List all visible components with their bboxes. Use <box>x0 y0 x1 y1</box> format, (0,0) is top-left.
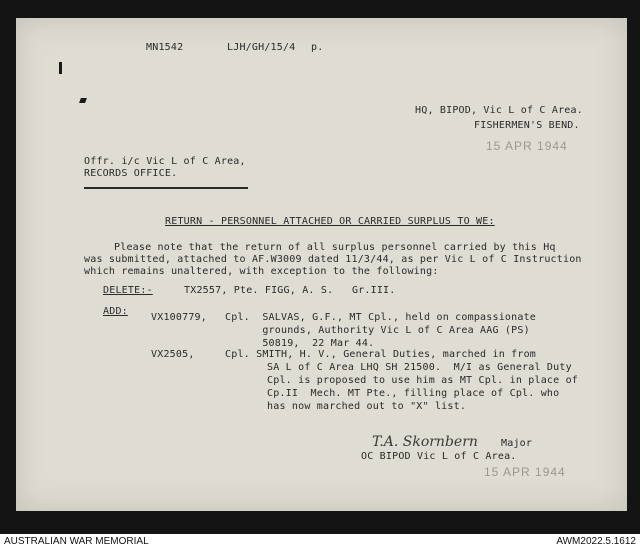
footer-credit: AUSTRALIAN WAR MEMORIAL <box>4 536 149 547</box>
date-stamp: 15 APR 1944 <box>484 465 566 479</box>
reference-number: MN1542 <box>146 42 184 53</box>
add-entry-line: Cp.II Mech. MT Pte., filling place of Cpl. who <box>267 388 560 399</box>
add-entry-line: SA L of C Area LHQ SH 21500. M/I as General Duty <box>267 362 572 373</box>
add-entry-number: VX2505, <box>151 349 195 360</box>
date-stamp: 15 APR 1944 <box>486 139 568 153</box>
add-entry-line: has now marched out to "X" list. <box>267 401 467 412</box>
add-entry-line: Cpl. is proposed to use him as MT Cpl. in place of <box>267 375 579 386</box>
file-reference: LJH/GH/15/4 <box>227 42 296 53</box>
body-line-2: was submitted, attached to AF.W3009 dated 11/3/44, as per Vic L of C Instruction <box>84 254 582 265</box>
add-entry-line: 50819, 22 Mar 44. <box>225 338 375 349</box>
delete-label: DELETE:- <box>103 285 153 296</box>
recipient-line-1: Offr. i/c Vic L of C Area, <box>84 156 246 167</box>
subject-heading: RETURN - PERSONNEL ATTACHED OR CARRIED SURPLUS TO WE: <box>165 216 495 227</box>
signatory-rank: Major <box>501 438 533 449</box>
sender-line-1: HQ, BIPOD, Vic L of C Area. <box>415 105 583 116</box>
page-marker: p. <box>311 42 324 53</box>
add-entry-number: VX100779, <box>151 312 207 323</box>
add-entry-line: Cpl. SALVAS, G.F., MT Cpl., held on compassionate <box>225 312 537 323</box>
ink-mark <box>59 62 62 74</box>
body-line-3: which remains unaltered, with exception to the following: <box>84 266 439 277</box>
add-entry-line: grounds, Authority Vic L of C Area AAG (PS) <box>225 325 530 336</box>
body-line-1: Please note that the return of all surplus personnel carried by this Hq <box>114 242 556 253</box>
handwritten-signature: T.A. Skornbern <box>372 434 478 450</box>
footer-accession-number: AWM2022.5.1612 <box>556 536 636 547</box>
delete-entry: TX2557, Pte. FIGG, A. S. Gr.III. <box>184 285 396 296</box>
add-entry-line: Cpl. SMITH, H. V., General Duties, marched in from <box>225 349 537 360</box>
recipient-line-2: RECORDS OFFICE. <box>84 168 178 179</box>
divider <box>84 187 248 189</box>
signatory-title: OC BIPOD Vic L of C Area. <box>361 451 517 462</box>
sender-line-2: FISHERMEN'S BEND. <box>474 120 580 131</box>
add-label: ADD: <box>103 306 128 317</box>
